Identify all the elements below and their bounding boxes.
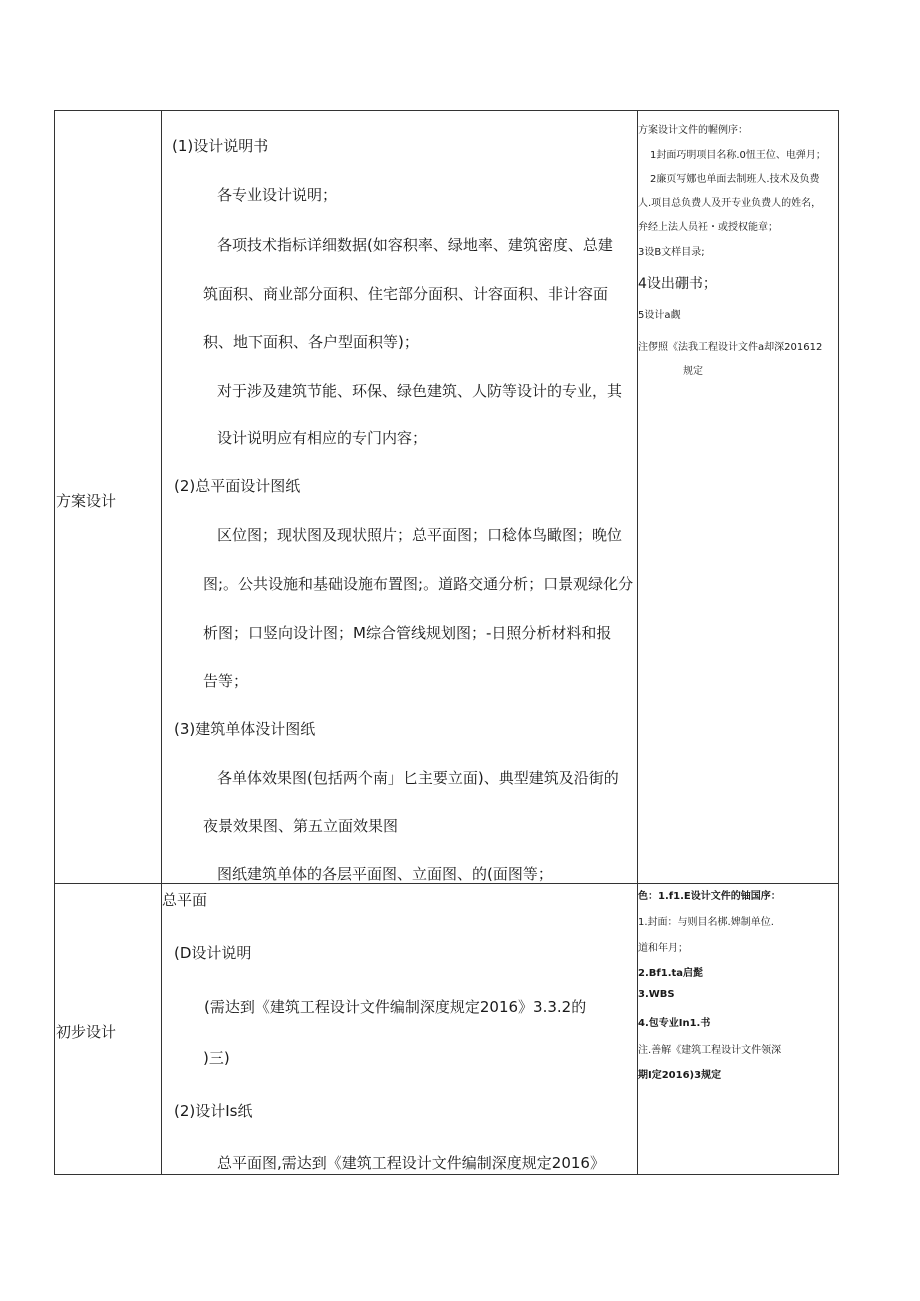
note-line: 方案设计文件的幄例序：	[638, 125, 748, 136]
table-right-border	[838, 110, 839, 1175]
main-text-line: 总平面图,需达到《建筑工程设计文件编制深度规定2016》	[217, 1154, 605, 1172]
main-text-line: 各单体效果图(包括两个南」匕主要立面)、典型建筑及沿街的	[217, 769, 619, 787]
note-line: 1.封面：与则目名梆.婢制单位.	[638, 917, 774, 928]
note-line: 弁经上法人员衽・或授权能章；	[638, 222, 778, 233]
table-bottom-border	[54, 1174, 839, 1175]
main-text-line: 区位图；现状图及现状照片；总平面图；口稔体鸟瞰图；晚位	[217, 526, 623, 544]
main-text-line: (3)建筑单体没计图纸	[174, 720, 316, 738]
main-text-line: 图纸建筑单体的各层平面图、立面图、的(面图等；	[217, 865, 553, 883]
table-column-divider-1	[161, 110, 162, 1175]
main-text-line: (1)设计说明书	[172, 137, 269, 155]
main-text-line: 图;。公共设施和基础设施布置图;。道路交通分析；口景观绿化分	[203, 575, 634, 593]
note-line: 色：1.f1.E设计文件的铀国序：	[638, 891, 781, 902]
stage-label-preliminary-design: 初步设计	[56, 1023, 117, 1041]
note-line: 3.WBS	[638, 989, 675, 1000]
main-text-line: 筑面积、商业部分面积、住宅部分面积、计容面积、非计容面	[203, 285, 609, 303]
table-top-border	[54, 110, 839, 111]
main-text-line: (D设计说明	[174, 944, 252, 962]
main-text-line: (2)设计Is纸	[174, 1102, 253, 1120]
main-text-line: (需达到《建筑工程设计文件编制深度规定2016》3.3.2的	[204, 998, 587, 1016]
note-line: 注.善解《建筑工程设计文件领深	[638, 1045, 782, 1056]
note-line: 3设B文样目录;	[638, 247, 705, 258]
note-line: 5设计a觑	[638, 310, 681, 321]
note-line: 4设出硼书；	[638, 276, 717, 292]
main-text-line: (2)总平面设计图纸	[174, 477, 301, 495]
main-text-line: 设计说明应有相应的专门内容；	[217, 429, 428, 447]
note-line: 4.包专业In1.书	[638, 1018, 711, 1029]
note-line: 人.项目总负费人及开专业负费人的姓名，	[638, 198, 822, 209]
note-line: 1封面巧明项目名称.0忸王位、电弹月；	[650, 150, 826, 161]
main-text-line: 对于涉及建筑节能、环保、绿色建筑、人防等设计的专业，其	[217, 382, 623, 400]
main-text-line: 告等；	[203, 672, 249, 690]
note-line: 期I定2016)3规定	[638, 1070, 722, 1081]
table-left-border	[54, 110, 55, 1175]
stage-label-scheme-design: 方案设计	[56, 492, 117, 510]
main-text-line: )三)	[203, 1049, 230, 1067]
main-text-line: 积、地下面积、各户型面积等)；	[203, 333, 419, 351]
note-line: 道和年月；	[638, 943, 688, 954]
main-text-line: 总平面	[162, 891, 208, 909]
main-text-line: 各专业设计说明；	[217, 186, 338, 204]
note-line: 2廉页写娜也单面去制班人.技术及负费	[650, 174, 820, 185]
main-text-line: 夜景效果图、第五立面效果图	[203, 817, 399, 835]
main-text-line: 析图；口竖向设计图；M综合管线规划图；-日照分析材料和报	[203, 624, 612, 642]
main-text-line: 各项技术指标详细数据(如容积率、绿地率、建筑密度、总建	[217, 236, 613, 254]
note-line: 2.Bf1.ta启髭	[638, 968, 704, 979]
note-line: 注㑩照《法我工程设计文件a却深201612	[638, 342, 823, 353]
note-line: 规定	[683, 366, 703, 377]
